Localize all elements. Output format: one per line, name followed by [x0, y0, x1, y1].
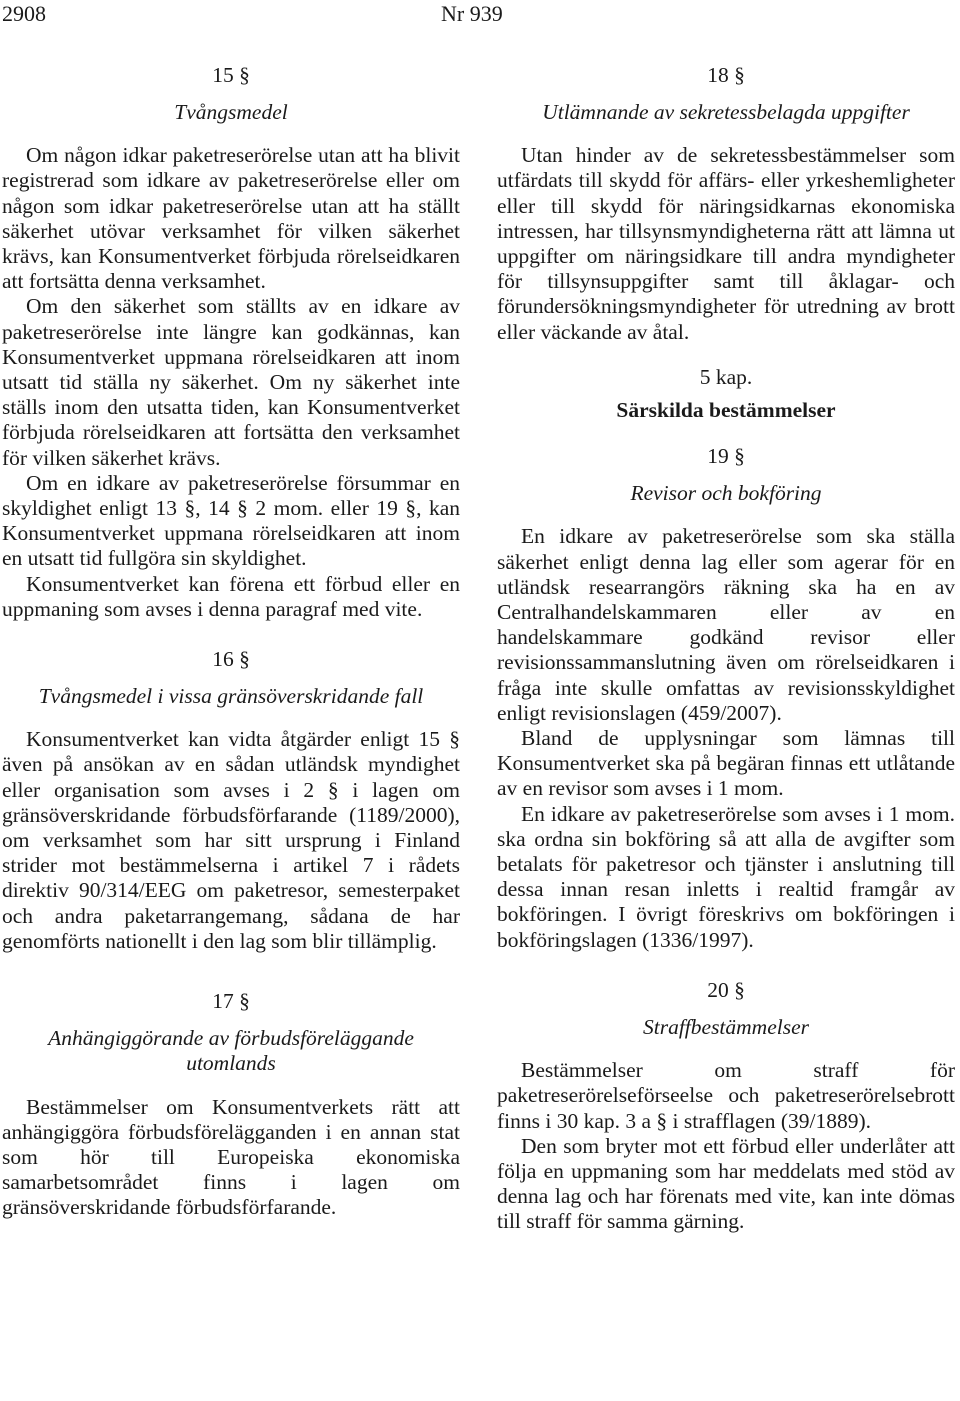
section-title: Revisor och bokföring: [630, 481, 822, 506]
section-title: Tvångsmedel: [174, 100, 288, 124]
section-number: 20 §: [707, 977, 745, 1002]
section-number: 19 §: [707, 444, 745, 469]
section-title: Anhängiggörande av förbudsföreläggande utomlands: [48, 1026, 414, 1076]
section-20: [497, 973, 955, 1235]
section-title: Utlämnande av sekretessbelagda uppgifter: [542, 100, 910, 124]
chapter-5: [497, 365, 955, 423]
section-17: [2, 984, 460, 1220]
chapter-number: 5 kap.: [699, 364, 753, 389]
section-number: 15 §: [212, 63, 250, 87]
section-19: [497, 439, 955, 953]
chapter-title: Särskilda bestämmelser: [616, 398, 836, 423]
section-number: 18 §: [707, 63, 745, 87]
paragraph: Konsumentverket kan vidta åtgärder enligt 15 § även på ansökan av en sådan utländsk myndighet eller organisation som avses i 2 § i lagen om gränsöverskridande förbudsförfarande (1189/2000), om verksamhet som har sitt ursprung i Finland strider mot bestämmelserna i artikel 7 i rådets direktiv 90/314/EEG om paketresor, semesterpaket och andra paketarrangemang, sådana de har genomförts nationellt i den lag som blir tillämplig.: [2, 727, 460, 953]
paragraph: Utan hinder av de sekretessbestämmelser som utfärdats till skydd för affärs- eller yrkeshemligheter eller till skydd för näringsidkarnas ekonomiska intressen, har tillsynsmyndigheterna rätt att lämna ut uppgifter om näringsidkare till andra myndigheter för tillsynsuppgifter samt till åklagar- och förundersökningsmyndigheter för utredning av brott eller väckande av åtal.: [497, 143, 955, 344]
left-column: [2, 58, 460, 1221]
issue-number: Nr 939: [441, 1, 503, 26]
section-18: [497, 58, 955, 345]
paragraph: Bland de upplysningar som lämnas till Konsumentverket ska på begäran finnas ett utlåtande av en revisor som avses i 1 mom.: [497, 726, 955, 801]
section-title: Straffbestämmelser: [642, 1014, 810, 1039]
section-title: Tvångsmedel i vissa gränsöverskridande fall: [38, 684, 424, 709]
page-header: [0, 0, 960, 34]
section-16: [2, 642, 460, 954]
paragraph: Om någon idkar paketreserörelse utan att ha blivit registrerad som idkare av paketreserörelse eller om någon som idkar paketreserörelse utan att ha ställt säkerhet utövar verksamhet för vilken säkerhet krävs, kan Konsumentverket förbjuda rörelseidkaren att fortsätta denna verksamhet.: [2, 143, 460, 294]
section-number: 16 §: [212, 647, 250, 672]
page-number: 2908: [2, 1, 46, 26]
paragraph: En idkare av paketreserörelse som avses i 1 mom. ska ordna sin bokföring så att alla de avgifter som betalats för paketresor och tjänster i anslutning till dessa innan resan inletts i realtid framgår av bokföringen. I övrigt föreskrivs om bokföringen i bokföringslagen (1336/1997).: [497, 801, 955, 952]
section-15: [2, 58, 460, 622]
paragraph: Om den säkerhet som ställts av en idkare av paketreserörelse inte längre kan godkännas, kan Konsumentverket uppmana rörelseidkaren att inom utsatt tid ställa ny säkerhet. Om ny säkerhet inte ställs inom den utsatta tiden, kan Konsumentverket förbjuda rörelseidkaren att fortsätta den verksamhet för vilken säkerhet krävs.: [2, 294, 460, 470]
paragraph: Den som bryter mot ett förbud eller underlåter att följa en uppmaning som har meddelats med stöd av denna lag och har förenats med vite, kan inte dömas till straff för samma gärning.: [497, 1133, 955, 1234]
paragraph: Bestämmelser om straff för paketreserörelseförseelse och paketreserörelsebrott finns i 30 kap. 3 a § i strafflagen (39/1889).: [497, 1058, 955, 1133]
right-column: [497, 58, 955, 1235]
section-number: 17 §: [212, 989, 250, 1014]
paragraph: Konsumentverket kan förena ett förbud eller en uppmaning som avses i denna paragraf med vite.: [2, 571, 460, 621]
paragraph: Om en idkare av paketreserörelse försummar en skyldighet enligt 13 §, 14 § 2 mom. eller 19 §, kan Konsumentverket uppmana rörelseidkaren att inom en utsatt tid fullgöra sin skyldighet.: [2, 470, 460, 571]
paragraph: Bestämmelser om Konsumentverkets rätt att anhängiggöra förbudsförelägganden i en annan stat som hör till Europeiska ekonomiska samarbetsområdet finns i lagen om gränsöverskridande förbudsförfarande.: [2, 1094, 460, 1220]
paragraph: En idkare av paketreserörelse som ska ställa säkerhet enligt denna lag eller som agerar för en utländsk researrangörs räkning ska ha en av Centralhandelskammaren eller av en handelskammare godkänd revisor eller revisionssammanslutning även om rörelseidkaren i fråga inte skulle omfattas av revisionsskyldighet enligt revisionslagen (459/2007).: [497, 524, 955, 725]
